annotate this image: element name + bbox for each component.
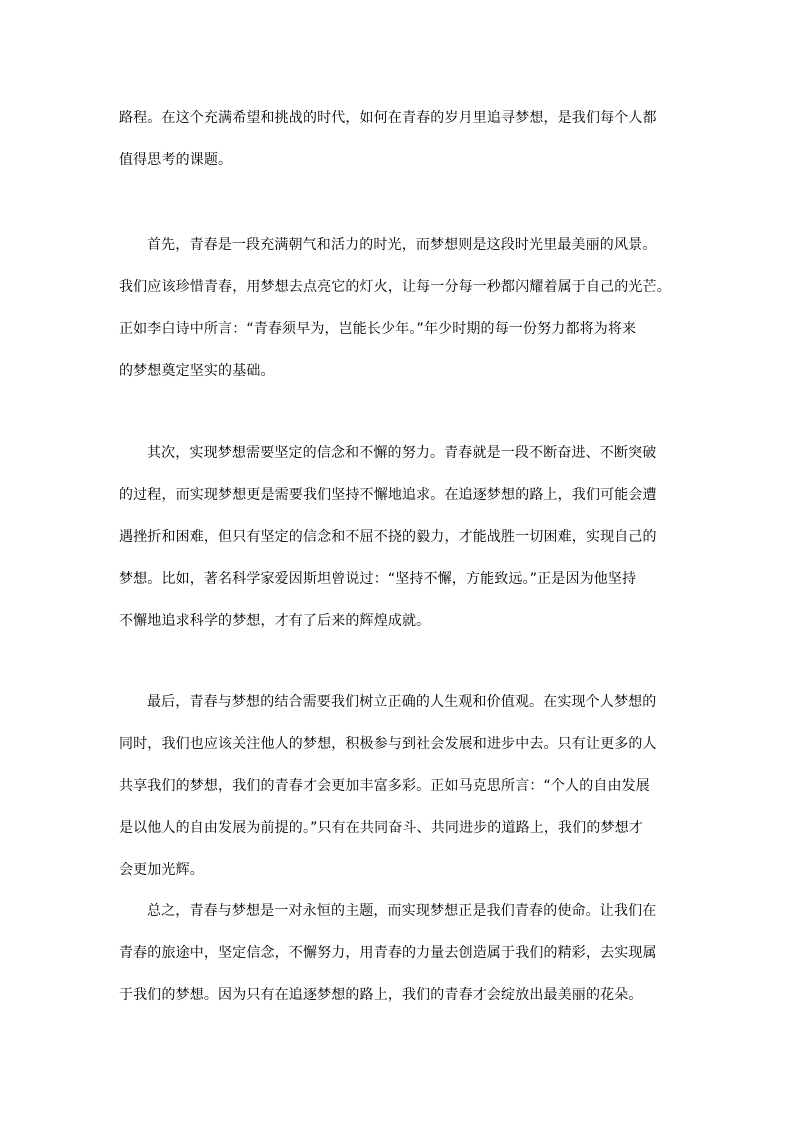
text-line: 会更加光辉。 bbox=[119, 862, 204, 878]
text-line: 正如李白诗中所言：“青春须早为，岂能长少年。”年少时期的每一份努力都将为将来 bbox=[119, 321, 637, 337]
text-line: 首先，青春是一段充满朝气和活力的时光，而梦想则是这段时光里最美丽的风景。 bbox=[147, 237, 657, 253]
text-line: 其次，实现梦想需要坚定的信念和不懈的努力。青春就是一段不断奋进、不断突破 bbox=[147, 445, 657, 461]
text-line: 值得思考的课题。 bbox=[119, 152, 233, 168]
text-line: 路程。在这个充满希望和挑战的时代，如何在青春的岁月里追寻梦想，是我们每个人都 bbox=[119, 110, 657, 126]
text-line: 最后，青春与梦想的结合需要我们树立正确的人生观和价值观。在实现个人梦想的 bbox=[147, 694, 657, 710]
text-line: 同时，我们也应该关注他人的梦想，积极参与到社会发展和进步中去。只有让更多的人 bbox=[119, 736, 657, 752]
text-line: 我们应该珍惜青春，用梦想去点亮它的灯火，让每一分每一秒都闪耀着属于自己的光芒。 bbox=[119, 279, 671, 295]
text-line: 不懈地追求科学的梦想，才有了后来的辉煌成就。 bbox=[119, 613, 431, 629]
text-line: 是以他人的自由发展为前提的。”只有在共同奋斗、共同进步的道路上，我们的梦想才 bbox=[119, 820, 643, 836]
text-line: 共享我们的梦想，我们的青春才会更加丰富多彩。正如马克思所言：“个人的自由发展 bbox=[119, 778, 650, 794]
text-line: 于我们的梦想。因为只有在追逐梦想的路上，我们的青春才会绽放出最美丽的花朵。 bbox=[119, 987, 643, 1003]
text-line: 总之，青春与梦想是一对永恒的主题，而实现梦想正是我们青春的使命。让我们在 bbox=[147, 903, 657, 919]
text-line: 的过程，而实现梦想更是需要我们坚持不懈地追求。在追逐梦想的路上，我们可能会遭 bbox=[119, 487, 657, 503]
text-line: 梦想。比如，著名科学家爱因斯坦曾说过：“坚持不懈，方能致远。”正是因为他坚持 bbox=[119, 571, 637, 587]
text-line: 的梦想奠定坚实的基础。 bbox=[119, 363, 275, 379]
text-line: 遇挫折和困难，但只有坚定的信念和不屈不挠的毅力，才能战胜一切困难，实现自己的 bbox=[119, 529, 657, 545]
text-line: 青春的旅途中，坚定信念，不懈努力，用青春的力量去创造属于我们的精彩，去实现属 bbox=[119, 945, 657, 961]
